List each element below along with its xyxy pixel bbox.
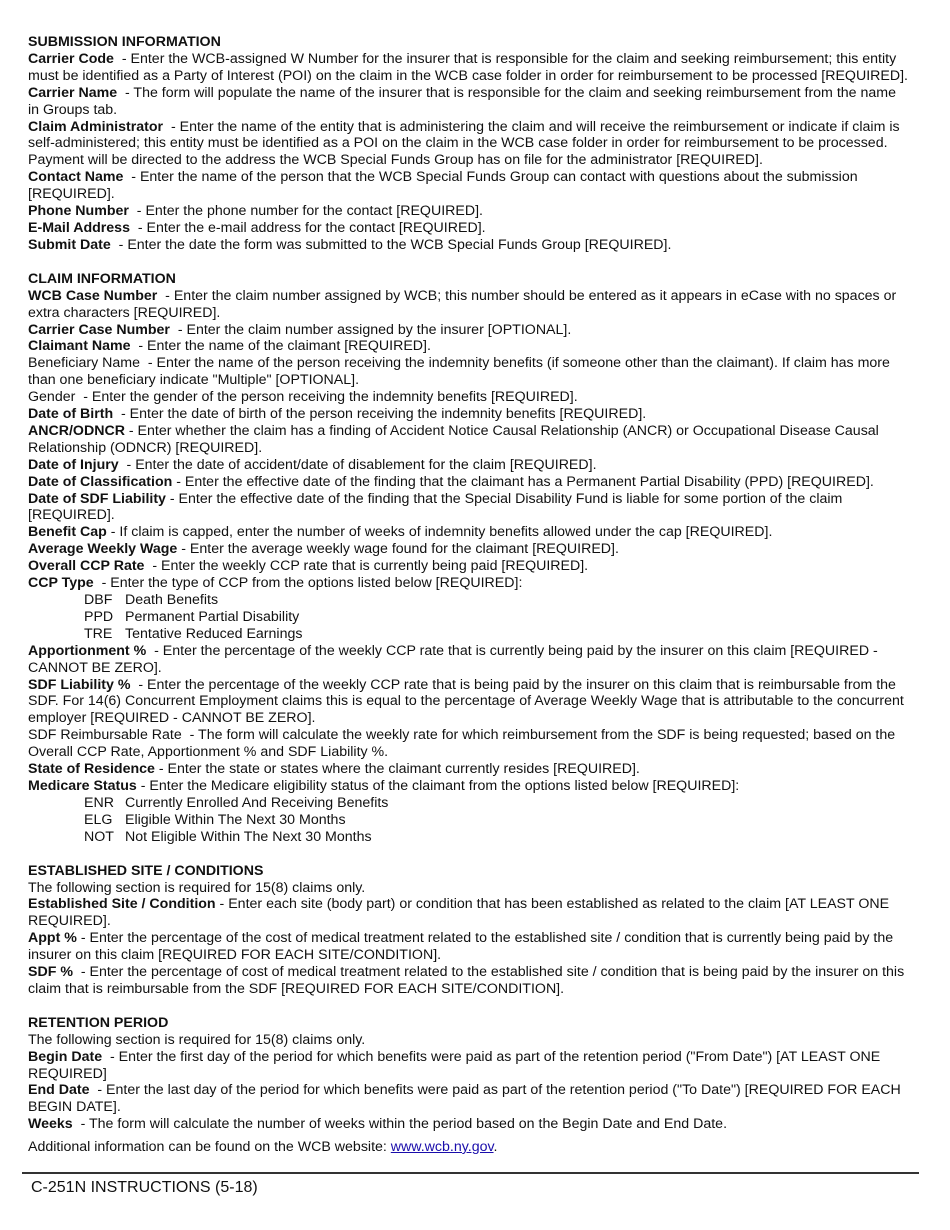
field-label: Begin Date	[28, 1048, 103, 1065]
option-row	[84, 829, 908, 846]
section-heading: ESTABLISHED SITE / CONDITIONS	[28, 862, 264, 879]
field-description: Gender - Enter the gender of the person receiving the indemnity benefits [REQUIRED].	[28, 389, 578, 406]
form-id-footer: C-251N INSTRUCTIONS (5-18)	[31, 1179, 258, 1196]
field-instruction	[28, 85, 908, 119]
field-label: Apportionment %	[28, 642, 147, 659]
field-label: Established Site / Condition	[28, 896, 216, 913]
field-instruction	[28, 51, 908, 85]
option-description: Permanent Partial Disability	[125, 608, 300, 625]
option-code: ENR	[84, 794, 114, 811]
field-instruction	[28, 474, 908, 491]
field-label: Claim Administrator	[28, 118, 164, 135]
field-instruction	[28, 541, 908, 558]
field-description: - Enter the average weekly wage found for the claimant [REQUIRED].	[177, 541, 619, 558]
field-description: - Enter the type of CCP from the options listed below [REQUIRED]:	[93, 575, 523, 592]
section-heading: RETENTION PERIOD	[28, 1014, 169, 1031]
field-instruction	[28, 558, 908, 575]
field-label: Carrier Name	[28, 84, 118, 101]
field-description: - Enter the date of birth of the person receiving the indemnity benefits [REQUIRED].	[113, 406, 647, 423]
field-instruction	[28, 423, 908, 457]
additional-info-line	[28, 1139, 498, 1156]
option-description: Not Eligible Within The Next 30 Months	[125, 828, 372, 845]
field-instruction	[28, 1049, 908, 1083]
field-description: - Enter the percentage of cost of medical treatment related to the established site / condition that is being paid by the insurer on this claim that is reimbursable from the SDF [REQUIRED FOR EACH SITE/CONDITION].	[28, 964, 909, 997]
field-description: The following section is required for 15(8) claims only.	[28, 1031, 366, 1048]
field-instruction	[28, 169, 908, 203]
field-label: Carrier Case Number	[28, 321, 170, 338]
field-description: - Enter the percentage of the weekly CCP rate that is currently being paid by the insurer on this claim [REQUIRED - CANNOT BE ZERO].	[28, 642, 882, 676]
field-description: - If claim is capped, enter the number of weeks of indemnity benefits allowed under the cap [REQUIRED].	[106, 524, 773, 541]
field-instruction	[28, 338, 908, 355]
field-description: - The form will populate the name of the insurer that is responsible for the claim and seeking reimbursement from the name in Groups tab.	[28, 84, 900, 118]
field-description: SDF Reimbursable Rate - The form will calculate the weekly rate for which reimbursement from the SDF is being requested; based on the Overall CCP Rate, Apportionment % and SDF Liability %.	[28, 727, 900, 761]
field-description: - Enter each site (body part) or condition that has been established as related to the claim [AT LEAST ONE REQUIRED].	[28, 896, 894, 930]
option-row	[84, 626, 908, 643]
option-row	[84, 609, 908, 626]
option-code: DBF	[84, 592, 113, 608]
field-label: Benefit Cap	[28, 524, 107, 541]
wcb-website-link[interactable]: www.wcb.ny.gov	[390, 1139, 494, 1155]
field-label: E-Mail Address	[28, 219, 130, 236]
field-instruction	[28, 761, 908, 778]
field-description: - Enter the weekly CCP rate that is currently being paid [REQUIRED].	[144, 558, 589, 575]
field-instruction	[28, 964, 908, 998]
field-label: Appt %	[28, 930, 77, 947]
field-instruction	[28, 880, 908, 897]
field-instruction	[28, 322, 908, 339]
field-instruction	[28, 930, 908, 964]
section-heading: SUBMISSION INFORMATION	[28, 34, 221, 50]
field-instruction	[28, 491, 908, 525]
field-description: - Enter the date the form was submitted to the WCB Special Funds Group [REQUIRED].	[110, 236, 672, 253]
section-heading: CLAIM INFORMATION	[28, 270, 176, 287]
field-description: - Enter the percentage of the cost of medical treatment related to the established site / condition that is currently being paid by the insurer on this claim [REQUIRED FOR EACH SITE/CONDITION].	[28, 930, 898, 964]
field-label: Submit Date	[28, 236, 111, 253]
field-label: SDF %	[28, 964, 73, 981]
field-label: Phone Number	[28, 203, 129, 220]
field-instruction	[28, 896, 908, 930]
field-label: Contact Name	[28, 169, 124, 186]
option-description: Tentative Reduced Earnings	[125, 625, 303, 642]
field-description: - Enter the e-mail address for the contact [REQUIRED].	[129, 219, 486, 236]
field-description: - Enter the name of the claimant [REQUIRED].	[130, 338, 431, 355]
field-instruction	[28, 1082, 908, 1116]
field-description: - Enter the WCB-assigned W Number for the insurer that is responsible for the claim and seeking reimbursement; this entity must be identified as a Party of Interest (POI) on the claim in the WCB case folder in order for reimbursement to be processed [REQUIRED].	[28, 50, 908, 84]
field-description: - Enter the claim number assigned by WCB; this number should be entered as it appears in eCase with no spaces or extra characters [REQUIRED].	[28, 287, 901, 321]
section-gap	[28, 998, 908, 1015]
field-description: - Enter the percentage of the weekly CCP rate that is being paid by the insurer on this claim that is reimbursable from the SDF. For 14(6) Concurrent Employment claims this is equal to the percentage of Average Weekly Wage that is attributable to the concurrent employer [REQUIRED - CANNOT BE ZERO].	[28, 676, 908, 727]
field-instruction	[28, 220, 908, 237]
field-description: The following section is required for 15(8) claims only.	[28, 879, 366, 896]
field-label: Date of SDF Liability	[28, 490, 166, 507]
field-label: CCP Type	[28, 575, 94, 592]
field-instruction	[28, 677, 908, 728]
section-gap	[28, 846, 908, 863]
field-label: Medicare Status	[28, 777, 137, 794]
field-description: - Enter the Medicare eligibility status of the claimant from the options listed below [REQUIRED]:	[136, 777, 740, 794]
field-description: - Enter the first day of the period for which benefits were paid as part of the retention period ("From Date") [AT LEAST ONE REQUIRED]	[28, 1048, 885, 1082]
field-description: - Enter the effective date of the finding that the claimant has a Permanent Partial Disability (PPD) [REQUIRED].	[172, 473, 874, 490]
field-description: - Enter the name of the entity that is administering the claim and will receive the reimbursement or indicate if claim is self-administered; this entity must be identified as a POI on the claim in the WCB case folder in order for reimbursement to be processed. Payment will be directed to the address the WCB Special Funds Group has on file for the administrator [REQUIRED].	[28, 118, 904, 169]
field-description: - Enter the date of accident/date of disablement for the claim [REQUIRED].	[118, 456, 597, 473]
field-label: Average Weekly Wage	[28, 541, 178, 558]
field-description: - Enter the last day of the period for which benefits were paid as part of the retention period ("To Date") [REQUIRED FOR EACH BEGIN DATE].	[28, 1082, 905, 1116]
option-description: Death Benefits	[125, 592, 219, 608]
option-code: NOT	[84, 828, 114, 845]
option-code: TRE	[84, 625, 113, 642]
option-code: ELG	[84, 811, 113, 828]
field-label: State of Residence	[28, 761, 155, 778]
footer-divider	[22, 1172, 919, 1174]
field-instruction	[28, 355, 908, 389]
field-instruction	[28, 406, 908, 423]
field-instruction	[28, 643, 908, 677]
field-instruction	[28, 288, 908, 322]
field-instruction	[28, 1116, 908, 1133]
field-label: Weeks	[28, 1116, 73, 1133]
field-description: - Enter the effective date of the finding that the Special Disability Fund is liable for some portion of the claim [REQUIRED].	[28, 490, 847, 524]
additional-info-text: Additional information can be found on the WCB website:	[28, 1139, 391, 1155]
field-label: ANCR/ODNCR	[28, 422, 125, 439]
field-label: SDF Liability %	[28, 676, 131, 693]
field-description: - Enter the claim number assigned by the insurer [OPTIONAL].	[169, 321, 572, 338]
field-description: Beneficiary Name - Enter the name of the person receiving the indemnity benefits (if someone other than the claimant). If claim has more than one beneficiary indicate "Multiple" [OPTIONAL].	[28, 355, 894, 389]
option-description: Currently Enrolled And Receiving Benefits	[125, 794, 389, 811]
field-description: - Enter whether the claim has a finding of Accident Notice Causal Relationship (ANCR) or Occupational Disease Causal Relationship (ODNCR) [REQUIRED].	[28, 422, 883, 456]
field-description: - The form will calculate the number of weeks within the period based on the Begin Date and End Date.	[72, 1116, 728, 1133]
field-instruction	[28, 524, 908, 541]
field-label: Date of Birth	[28, 406, 114, 423]
additional-info-suffix: .	[493, 1139, 498, 1155]
option-row	[84, 795, 908, 812]
field-instruction	[28, 389, 908, 406]
option-code: PPD	[84, 608, 114, 625]
field-label: Claimant Name	[28, 338, 131, 355]
field-label: Carrier Code	[28, 50, 114, 67]
field-instruction	[28, 727, 908, 761]
field-label: Overall CCP Rate	[28, 558, 145, 575]
option-row	[84, 812, 908, 829]
option-row	[84, 592, 908, 609]
field-description: - Enter the phone number for the contact [REQUIRED].	[128, 203, 483, 220]
option-description: Eligible Within The Next 30 Months	[125, 811, 346, 828]
field-label: End Date	[28, 1082, 90, 1099]
field-description: - Enter the name of the person that the WCB Special Funds Group can contact with questions about the submission [REQUIRED].	[28, 169, 862, 203]
section-gap	[28, 254, 908, 271]
field-instruction	[28, 237, 908, 254]
field-instruction	[28, 1032, 908, 1049]
instructions-document	[28, 34, 908, 1133]
field-label: WCB Case Number	[28, 287, 158, 304]
field-instruction	[28, 575, 908, 592]
field-label: Date of Classification	[28, 473, 173, 490]
field-instruction	[28, 457, 908, 474]
field-label: Date of Injury	[28, 456, 119, 473]
field-description: - Enter the state or states where the claimant currently resides [REQUIRED].	[154, 761, 640, 778]
field-instruction	[28, 119, 908, 170]
field-instruction	[28, 203, 908, 220]
field-instruction	[28, 778, 908, 795]
